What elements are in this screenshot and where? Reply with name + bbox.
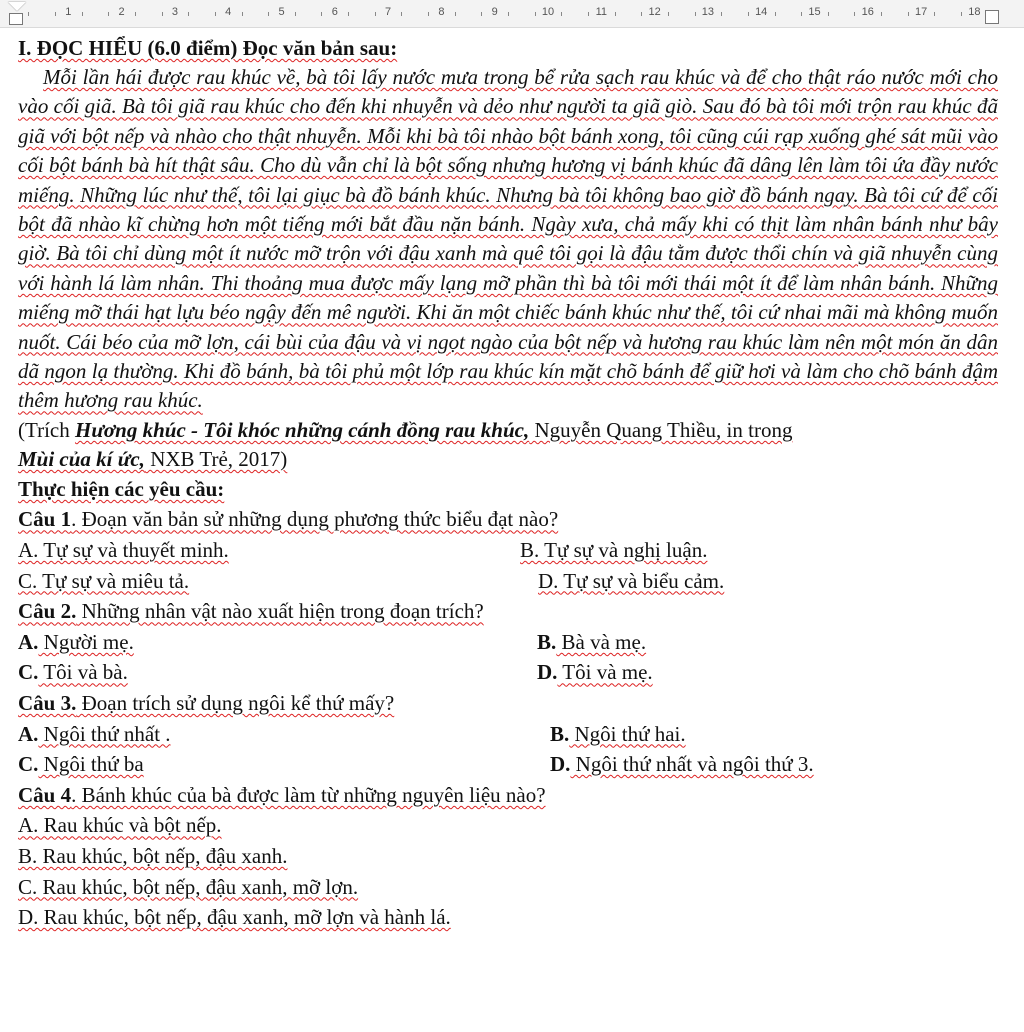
question-3-label: Câu 3. [18, 691, 77, 716]
q3-option-c: Ngôi thứ ba [38, 752, 144, 777]
citation-open: (Trích [18, 417, 75, 442]
ruler-tick [55, 12, 56, 16]
horizontal-ruler[interactable] [0, 0, 1024, 28]
question-1-options-row-1 [18, 535, 998, 566]
ruler-number: 8 [438, 6, 445, 18]
ruler-tick [721, 12, 722, 16]
ruler-tick [82, 12, 83, 16]
q4-option-c: C. Rau khúc, bột nếp, đậu xanh, mỡ lợn. [18, 874, 359, 899]
question-1-label: Câu 1 [18, 507, 72, 532]
ruler-number: 11 [595, 6, 608, 18]
citation-work-title: Hương khúc - Tôi khóc những cánh đồng rau khúc, [74, 417, 530, 442]
ruler-number: 18 [968, 6, 981, 18]
q2-option-b: Bà và mẹ. [556, 629, 647, 654]
q3-option-d: Ngôi thứ nhất và ngôi thứ 3. [570, 752, 814, 777]
question-4-text: . Bánh khúc của bà được làm từ những nguyên liệu nào? [71, 782, 546, 807]
citation-book-title: Mùi của kí ức, [18, 446, 145, 471]
q4-option-a: A. Rau khúc và bột nếp. [18, 813, 222, 838]
q2-option-a-letter: A. [18, 629, 39, 654]
ruler-number: 14 [755, 6, 768, 18]
ruler-number: 5 [278, 6, 285, 18]
q3-option-a: Ngôi thứ nhất . [38, 721, 171, 746]
ruler-number: 10 [541, 6, 555, 18]
question-1 [18, 504, 998, 535]
ruler-tick [801, 12, 802, 16]
q3-option-d-letter: D. [550, 752, 571, 777]
ruler-tick [908, 12, 909, 16]
q2-option-c: Tôi và bà. [38, 660, 128, 685]
q1-option-a: A. Tự sự và thuyết minh. [18, 538, 229, 563]
ruler-number: 7 [385, 6, 392, 18]
ruler-tick [961, 12, 962, 16]
q1-option-d: D. Tự sự và biểu cảm. [538, 568, 725, 593]
citation-publisher: NXB Trẻ, 2017) [144, 446, 288, 471]
ruler-tick [748, 12, 749, 16]
ruler-number: 13 [701, 6, 715, 18]
ruler-number: 6 [331, 6, 338, 18]
ruler-tick [508, 12, 509, 16]
right-indent-marker-icon[interactable] [985, 10, 999, 24]
question-4-label: Câu 4 [18, 782, 72, 807]
ruler-tick [348, 12, 349, 16]
question-1-options-row-2 [18, 566, 998, 597]
ruler-tick [162, 12, 163, 16]
ruler-tick [775, 12, 776, 16]
question-2-options-row-2 [18, 657, 998, 688]
q4-option-d: D. Rau khúc, bột nếp, đậu xanh, mỡ lợn và hành lá. [18, 905, 451, 930]
question-4 [18, 780, 998, 811]
ruler-tick [615, 12, 616, 16]
question-2 [18, 596, 998, 627]
q4-option-b: B. Rau khúc, bột nếp, đậu xanh. [18, 844, 288, 868]
ruler-tick [481, 12, 482, 16]
ruler-tick [321, 12, 322, 16]
ruler-tick [242, 12, 243, 16]
ruler-tick [108, 12, 109, 16]
ruler-tick [428, 12, 429, 16]
ruler-number: 17 [914, 6, 928, 18]
instructions-text: Thực hiện các yêu cầu: [18, 476, 225, 501]
q2-option-a: Người mẹ. [38, 629, 134, 654]
ruler-tick [881, 12, 882, 16]
ruler-number: 16 [861, 6, 874, 18]
question-3-options-row-2 [18, 749, 998, 780]
ruler-tick [695, 12, 696, 16]
question-2-label: Câu 2. [18, 599, 77, 624]
ruler-number: 9 [491, 6, 498, 18]
citation [18, 416, 998, 474]
ruler-number: 15 [808, 6, 821, 18]
q2-option-d-letter: D. [537, 660, 558, 685]
ruler-tick [828, 12, 829, 16]
citation-author: Nguyễn Quang Thiều, in trong [529, 417, 793, 442]
question-2-text: Những nhân vật nào xuất hiện trong đoạn trích? [76, 599, 484, 624]
instructions-heading [18, 474, 998, 505]
reading-passage [18, 63, 998, 416]
q3-option-c-letter: C. [18, 752, 39, 777]
ruler-tick [135, 12, 136, 16]
ruler-number: 3 [171, 6, 178, 18]
ruler-tick [588, 12, 589, 16]
ruler-tick [535, 12, 536, 16]
ruler-tick [268, 12, 269, 16]
ruler-number: 12 [648, 6, 661, 18]
ruler-tick [561, 12, 562, 16]
passage-text: Mỗi lần hái được rau khúc về, bà tôi lấy nước mưa trong bể rửa sạch rau khúc và để cho thật ráo nước mới cho vào cối giã. Bà tôi giã rau khúc cho đến khi nhuyễn và dẻo như người ta giã giò. Sau đó bà tôi mới trộn rau khúc đã giã với bột nếp và nhào cho thật nhuyễn. Mỗi khi bà tôi nhào bột bánh xong, tôi cũng cúi rạp xuống ghé sát mũi vào cối bột bánh bà hít thật sâu. Cho dù vẫn chỉ là bột sống nhưng hương vị bánh khúc đã dâng lên làm tôi ứa đầy nước miếng. Những lúc như thế, tôi lại giục bà đồ bánh khúc. Nhưng bà tôi không bao giờ đồ bánh ngay. Bà tôi cứ để cối bột đã nhào kĩ chừng hơn một tiếng mới bắt đầu nặn bánh. Ngày xưa, chả mấy khi có thịt làm nhân bánh như bây giờ. Bà tôi chỉ dùng một ít nước mỡ trộn với đậu xanh mà quê tôi gọi là đậu tằm được thổi chín và giã nhuyễn cùng với hành lá làm nhân. Thi thoảng mua được mấy lạng mỡ phần thì bà tôi mới thái một ít để làm nhân bánh. Những miếng mỡ thái hạt lựu béo ngậy đến mê người. Khi ăn một chiếc bánh khúc như thế, tôi cứ nhai mãi mà không muốn nuốt. Cái béo của mỡ lợn, cái bùi của đậu và vị ngọt ngào của bột nếp và hương rau khúc làm nên một món ăn dân dã ngon lạ thường. Khi đồ bánh, bà tôi phủ một lớp rau khúc kín mặt chõ bánh để giữ hơi và làm cho chõ bánh đậm thêm hương rau khúc. [18, 65, 998, 413]
ruler-tick [668, 12, 669, 16]
ruler-tick [295, 12, 296, 16]
ruler-number: 4 [225, 6, 232, 18]
question-1-text: . Đoạn văn bản sử những dụng phương thức biểu đạt nào? [71, 507, 559, 532]
ruler-number: 2 [118, 6, 125, 18]
ruler-tick [934, 12, 935, 16]
left-indent-marker-icon[interactable] [9, 13, 23, 25]
ruler-tick [215, 12, 216, 16]
ruler-tick [188, 12, 189, 16]
q3-option-b-letter: B. [550, 721, 570, 746]
question-3-options-row-1 [18, 719, 998, 750]
ruler-tick [854, 12, 855, 16]
q3-option-a-letter: A. [18, 721, 39, 746]
q3-option-b: Ngôi thứ hai. [569, 721, 686, 746]
document-page[interactable] [18, 33, 998, 933]
ruler-tick [401, 12, 402, 16]
q1-option-b: B. Tự sự và nghị luận. [520, 538, 708, 563]
q2-option-b-letter: B. [537, 629, 557, 654]
question-3 [18, 688, 998, 719]
first-line-indent-marker-icon[interactable] [8, 2, 26, 11]
ruler-number: 1 [65, 6, 72, 18]
q2-option-d: Tôi và mẹ. [557, 660, 653, 685]
ruler-tick [28, 12, 29, 16]
question-3-text: Đoạn trích sử dụng ngôi kể thứ mấy? [76, 691, 395, 716]
ruler-tick [641, 12, 642, 16]
ruler-tick [455, 12, 456, 16]
ruler-tick [375, 12, 376, 16]
question-2-options-row-1 [18, 627, 998, 658]
q1-option-c: C. Tự sự và miêu tả. [18, 568, 190, 593]
q2-option-c-letter: C. [18, 660, 39, 685]
section-heading-text: I. ĐỌC HIỂU (6.0 điểm) Đọc văn bản sau: [18, 36, 398, 60]
section-heading [18, 33, 998, 63]
